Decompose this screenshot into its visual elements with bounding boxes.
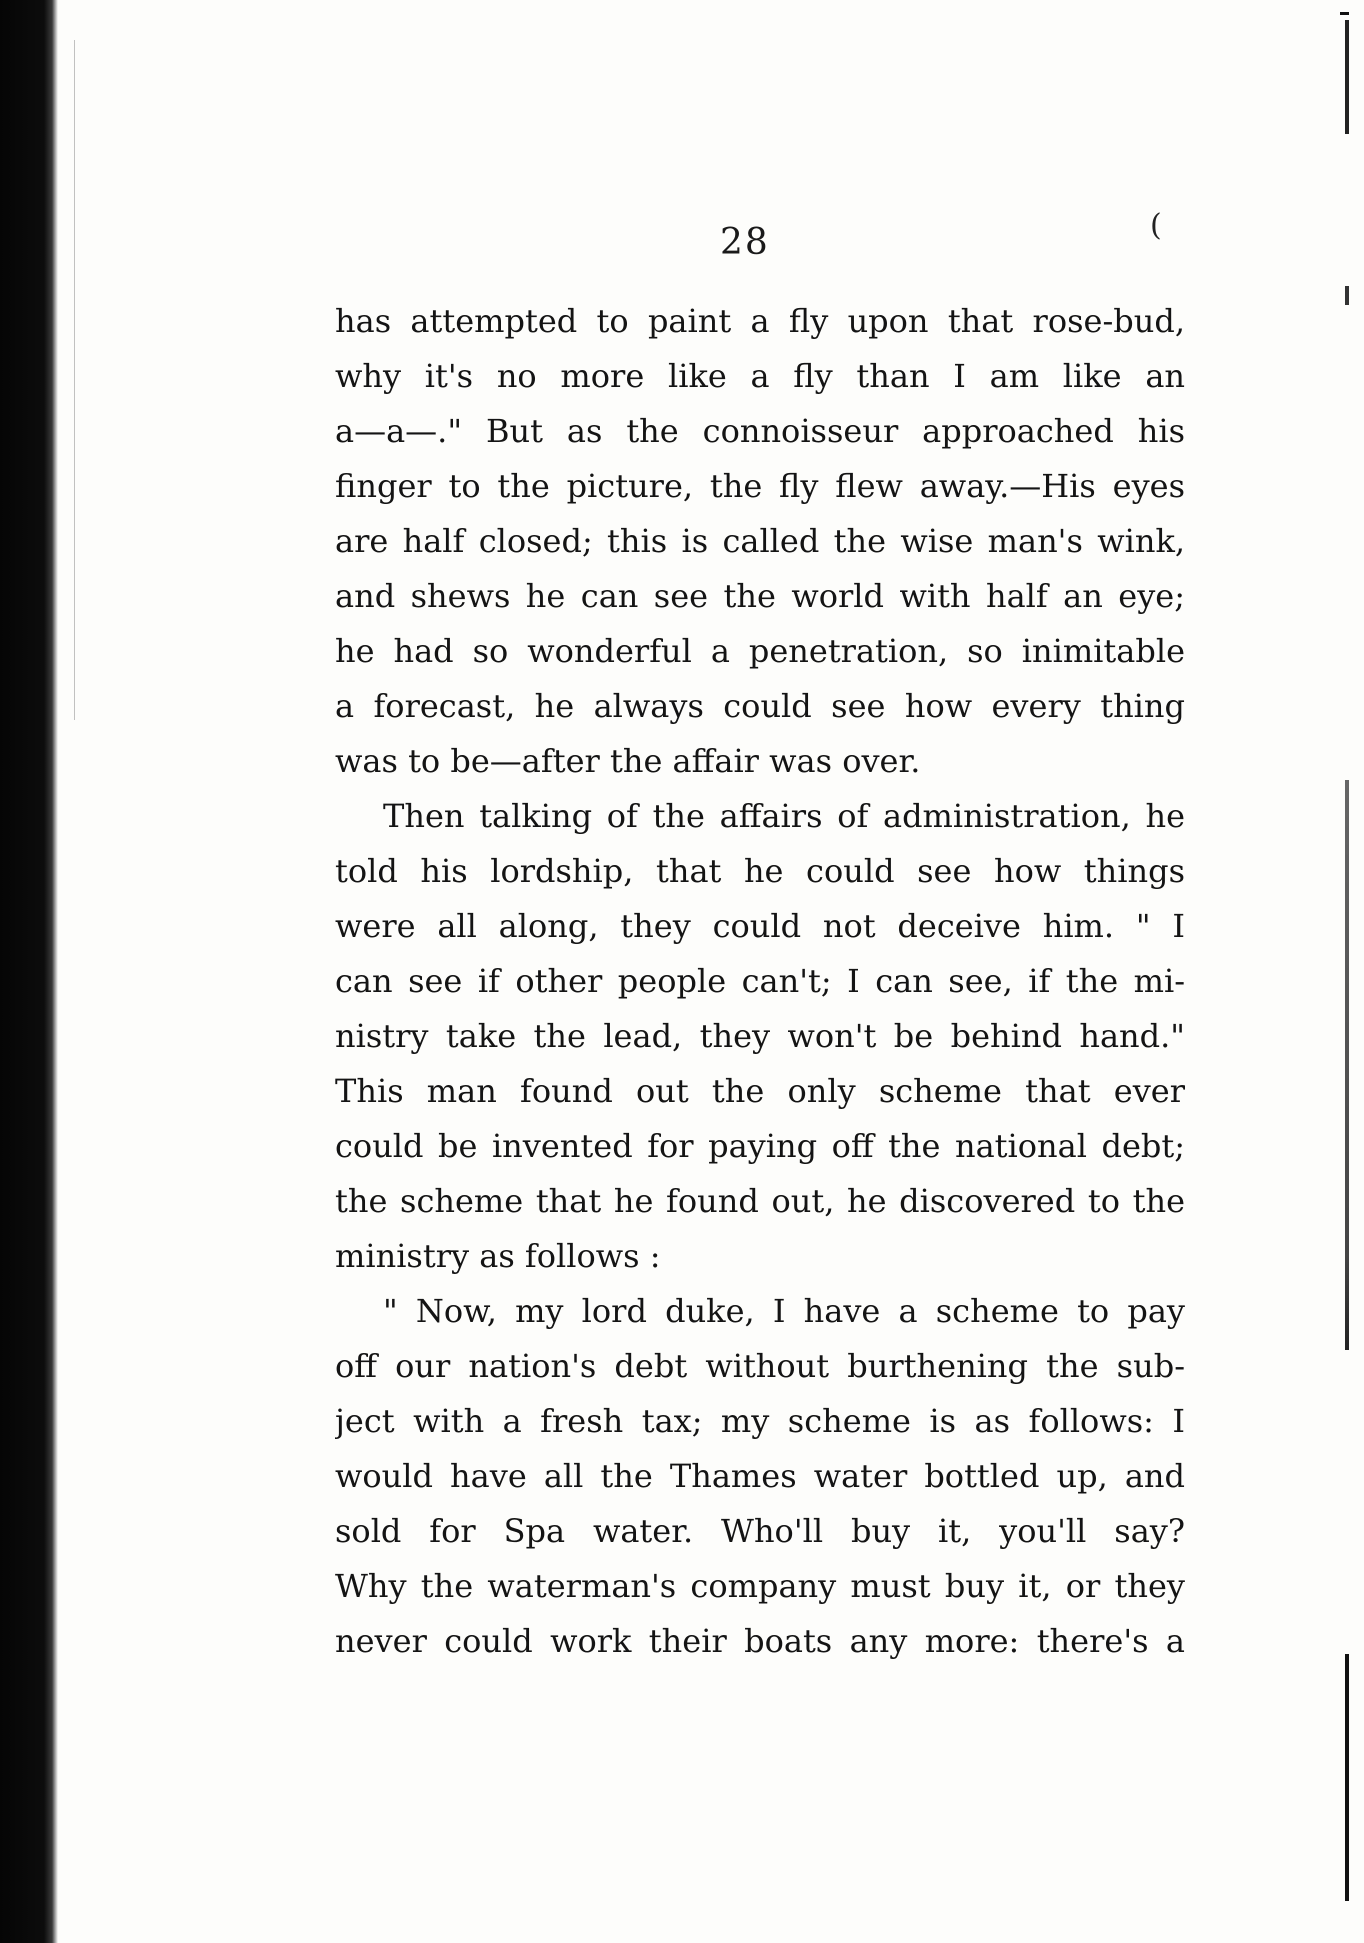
text-line: were all along, they could not deceive him. " I	[335, 907, 1185, 945]
text-line: ministry as follows :	[335, 1237, 661, 1275]
scan-right-edge	[1345, 20, 1349, 1920]
body-text	[335, 294, 1185, 1669]
text-line: a forecast, he always could see how every thing	[335, 687, 1185, 725]
text-line: Why the waterman's company must buy it, or they	[335, 1567, 1185, 1605]
text-line: off our nation's debt without burthening the sub-	[335, 1347, 1185, 1385]
text-line: are half closed; this is called the wise man's wink,	[335, 522, 1185, 560]
text-line: he had so wonderful a penetration, so inimitable	[335, 632, 1185, 670]
text-line: never could work their boats any more: there's a	[335, 1622, 1185, 1660]
text-line: can see if other people can't; I can see, if the mi-	[335, 962, 1185, 1000]
text-line: nistry take the lead, they won't be behind hand."	[335, 1017, 1185, 1055]
text-line: a—a—." But as the connoisseur approached his	[335, 412, 1185, 450]
scan-edge-line	[74, 40, 75, 720]
scan-binding-edge	[0, 0, 58, 1943]
text-line: the scheme that he found out, he discovered to the	[335, 1182, 1185, 1220]
text-line: why it's no more like a fly than I am like an	[335, 357, 1185, 395]
text-line: sold for Spa water. Who'll buy it, you'll say?	[335, 1512, 1185, 1550]
text-line: told his lordship, that he could see how things	[335, 852, 1185, 890]
text-line: This man found out the only scheme that ever	[335, 1072, 1185, 1110]
text-line: could be invented for paying off the national debt;	[335, 1127, 1185, 1165]
margin-mark: (	[1150, 208, 1162, 243]
scan-corner-mark	[1340, 12, 1349, 15]
text-line: was to be—after the affair was over.	[335, 742, 921, 780]
text-line: has attempted to paint a fly upon that rose-bud,	[335, 302, 1185, 340]
text-line: " Now, my lord duke, I have a scheme to pay	[383, 1292, 1185, 1330]
text-line: would have all the Thames water bottled up, and	[335, 1457, 1185, 1495]
text-line: finger to the picture, the fly flew away.—His eyes	[335, 467, 1185, 505]
page-number: 28	[720, 222, 770, 263]
text-line: ject with a fresh tax; my scheme is as follows: I	[335, 1402, 1185, 1440]
text-line: Then talking of the affairs of administration, he	[383, 797, 1185, 835]
text-line: and shews he can see the world with half an eye;	[335, 577, 1185, 615]
